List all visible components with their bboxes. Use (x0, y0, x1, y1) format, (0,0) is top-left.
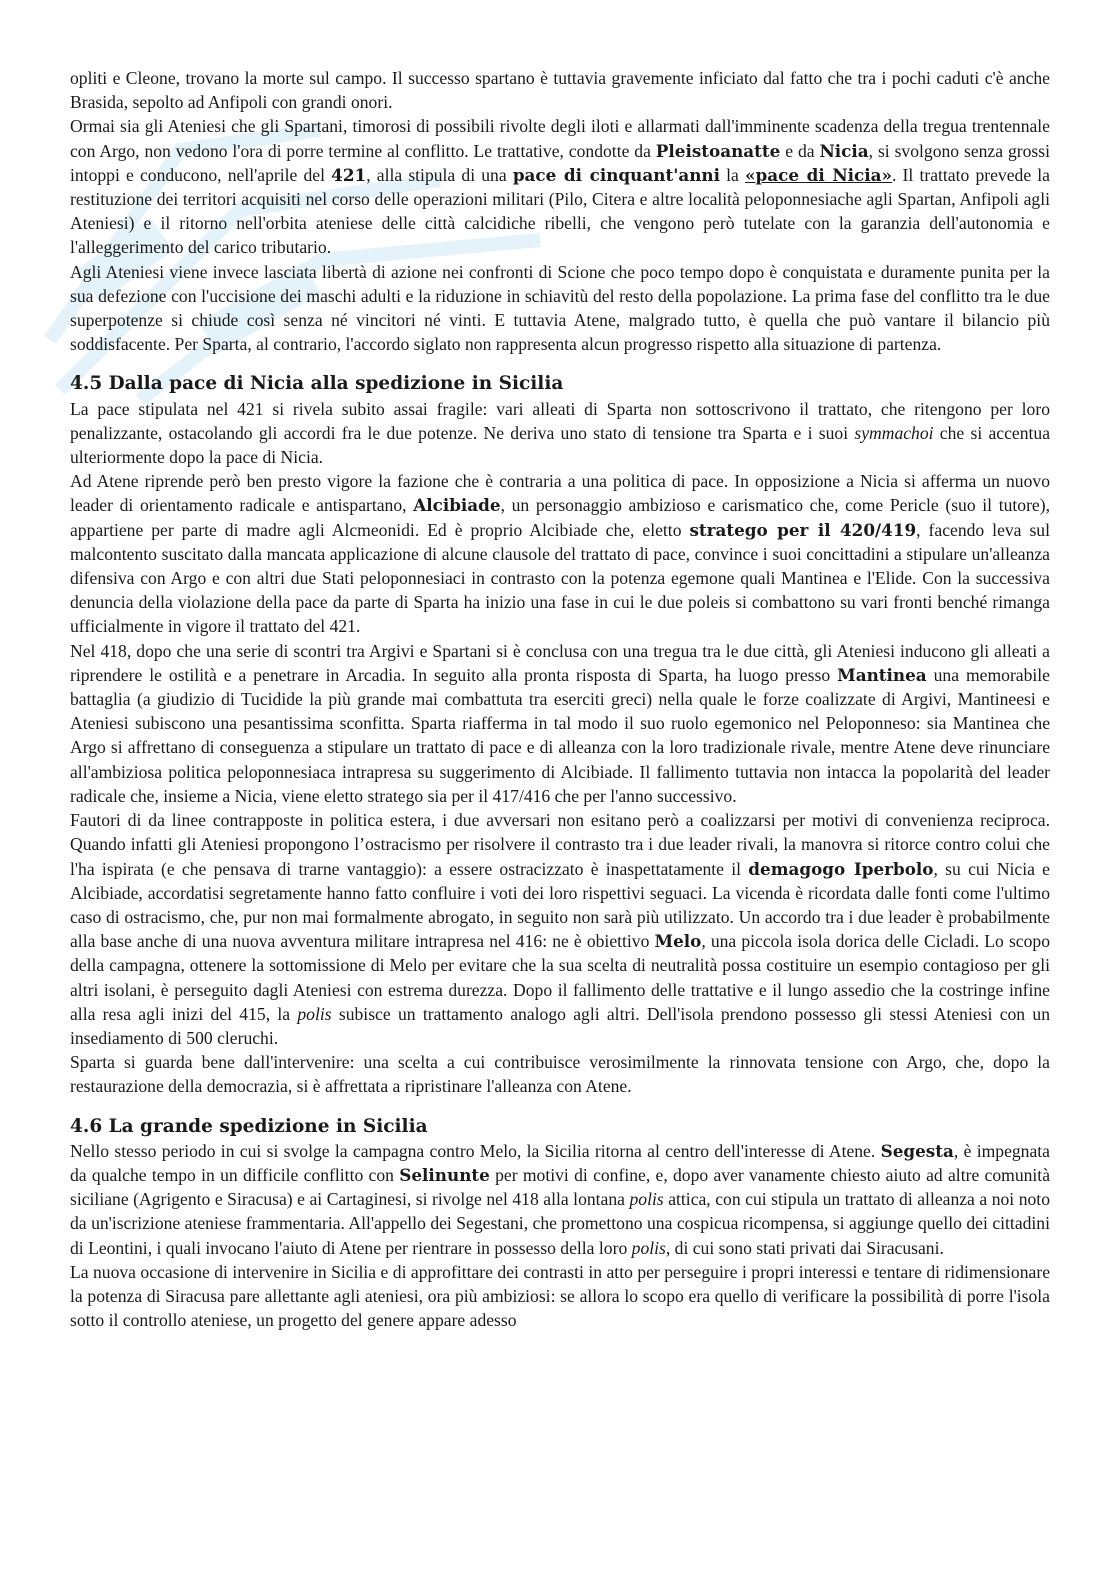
paragraph: Agli Ateniesi viene invece lasciata libertà di azione nei confronti di Scione che poco tempo dopo è conquistata e duramente punita per la sua defezione con l'uccisione dei maschi adulti e la riduzione in schiavitù del resto della popolazione. La prima fase del conflitto tra le due superpotenze si chiude così senza né vincitori né vinti. E tuttavia Atene, malgrado tutto, è quella che può vantare il bilancio più soddisfacente. Per Sparta, al contrario, l'accordo siglato non rappresenta alcun progresso rispetto alla situazione di partenza. (70, 261, 1050, 355)
paragraph: La nuova occasione di intervenire in Sicilia e di approfittare dei contrasti in atto per perseguire i propri interessi e tentare di ridimensionare la potenza di Siracusa pare allettante agli ateniesi, ora più ambiziosi: se allora lo scopo era quello di verificare la possibilità di porre l'isola sotto il controllo ateniese, un progetto del genere appare adesso (70, 1261, 1050, 1331)
paragraph: opliti e Cleone, trovano la morte sul campo. Il successo spartano è tuttavia gravemente inficiato dal fatto che tra i pochi caduti c'è anche Brasida, sepolto ad Anfipoli con grandi onori. (70, 68, 1050, 113)
document-page (70, 66, 1050, 1332)
section-heading-4-5: 4.5 Dalla pace di Nicia alla spedizione in Sicilia (70, 373, 564, 395)
paragraph: Sparta si guarda bene dall'intervenire: una scelta a cui contribuisce verosimilmente la rinnovata tensione con Argo, che, dopo la restaurazione della democrazia, si è affrettata a ripristinare l'alleanza con Atene. (70, 1052, 1050, 1097)
section-heading-4-6: 4.6 La grande spedizione in Sicilia (70, 1115, 428, 1137)
paragraph: Nel 418, dopo che una serie di scontri tra Argivi e Spartani si è conclusa con una tregua tra le due città, gli Ateniesi inducono gli alleati a riprendere le ostilità e a penetrare in Arcadia. In seguito alla pronta risposta di Sparta, ha luogo presso Mantinea una memorabile battaglia (a giudizio di Tucidide la più grande mai combattuta tra eserciti greci) nella quale le forze coalizzate di Argivi, Mantineesi e Ateniesi subiscono una pesantissima sconfitta. Sparta riafferma in tal modo il suo ruolo egemonico nel Peloponneso: sia Mantinea che Argo si affrettano di conseguenza a stipulare un trattato di pace e di alleanza con la loro tradizionale rivale, mentre Atene deve rinunciare all'ambiziosa politica peloponnesiaca intrapresa su suggerimento di Alcibiade. Il fallimento tuttavia non intacca la popolarità del leader radicale che, insieme a Nicia, viene eletto stratego sia per il 417/416 che per l'anno successivo. (70, 640, 1050, 806)
paragraph: Fautori di da linee contrapposte in politica estera, i due avversari non esitano però a coalizzarsi per motivi di convenienza reciproca. Quando infatti gli Ateniesi propongono l’ostracismo per risolvere il contrasto tra i due leader rivali, la manovra si ritorce contro colui che l'ha ispirata (e che pensava di trarne vantaggio): a essere ostracizzato è inaspettatamente il demagogo Iperbolo, su cui Nicia e Alcibiade, accordatisi segretamente hanno fatto confluire i voti dei loro rispettivi seguaci. La vicenda è ricordata dalle fonti come l'ultimo caso di ostracismo, che, pur non mai formalmente abrogato, in seguito non sarà più utilizzato. Un accordo tra i due leader è probabilmente alla base anche di una nuova avventura militare intrapresa nel 416: ne è obiettivo Melo, una piccola isola dorica delle Cicladi. Lo scopo della campagna, ottenere la sottomissione di Melo per evitare che la sua scelta di neutralità possa costituire un esempio contagioso per gli altri isolani, è perseguito dagli Ateniesi con estrema durezza. Dopo il fallimento delle trattative e il lungo assedio che la costringe infine alla resa agli inizi del 415, la polis subisce un trattamento analogo agli altri. Dell'isola prendono possesso gli stessi Ateniesi con un insediamento di 500 cleruchi. (70, 810, 1050, 1048)
paragraph: Ad Atene riprende però ben presto vigore la fazione che è contraria a una politica di pace. In opposizione a Nicia si afferma un nuovo leader di orientamento radicale e antispartano, Alcibiade, un personaggio ambizioso e carismatico che, come Pericle (suo il tutore), appartiene per parte di madre agli Alcmeonidi. Ed è proprio Alcibiade che, eletto stratego per il 420/419, facendo leva sul malcontento suscitato dalla mancata applicazione di alcune clausole del trattato di pace, convince i suoi concittadini a stipulare un'alleanza difensiva con Argo e con altri due Stati peloponnesiaci in contrasto con la potenza egemone quali Mantinea e l'Elide. Con la successiva denuncia della violazione della pace da parte di Sparta ha inizio una fase in cui le due poleis si combattono su vari fronti benché rimanga ufficialmente in vigore il trattato del 421. (70, 471, 1050, 637)
paragraph: Ormai sia gli Ateniesi che gli Spartani, timorosi di possibili rivolte degli iloti e allarmati dall'imminente scadenza della tregua trentennale con Argo, non vedono l'ora di porre termine al conflitto. Le trattative, condotte da Pleistoanatte e da Nicia, si svolgono senza grossi intoppi e conducono, nell'aprile del 421, alla stipula di una pace di cinquant'anni la «pace di Nicia». Il trattato prevede la restituzione dei territori acquisiti nel corso delle operazioni militari (Pilo, Citera e altre località peloponnesiache agli Spartan, Anfipoli agli Ateniesi) e il ritorno nell'orbita ateniese delle città calcidiche ribelli, che vengono però tutelate con la garanzia dell'autonomia e l'alleggerimento del carico tributario. (70, 116, 1050, 258)
paragraph: La pace stipulata nel 421 si rivela subito assai fragile: vari alleati di Sparta non sottoscrivono il trattato, che ritengono per loro penalizzante, ostacolando gli accordi fra le due potenze. Ne deriva uno stato di tensione tra Sparta e i suoi symmachoi che si accentua ulteriormente dopo la pace di Nicia. (70, 398, 1051, 468)
paragraph: Nello stesso periodo in cui si svolge la campagna contro Melo, la Sicilia ritorna al centro dell'interesse di Atene. Segesta, è impegnata da qualche tempo in un difficile conflitto con Selinunte per motivi di confine, e, dopo aver vanamente chiesto aiuto ad altre comunità siciliane (Agrigento e Siracusa) e ai Cartaginesi, si rivolge nel 418 alla lontana polis attica, con cui stipula un trattato di alleanza a noi noto da un'iscrizione ateniese frammentaria. All'appello dei Segestani, che promettono una cospicua ricompensa, si aggiunge quello dei cittadini di Leontini, i quali invocano l'aiuto di Atene per rientrare in possesso della loro polis, di cui sono stati privati dai Siracusani. (70, 1140, 1051, 1258)
